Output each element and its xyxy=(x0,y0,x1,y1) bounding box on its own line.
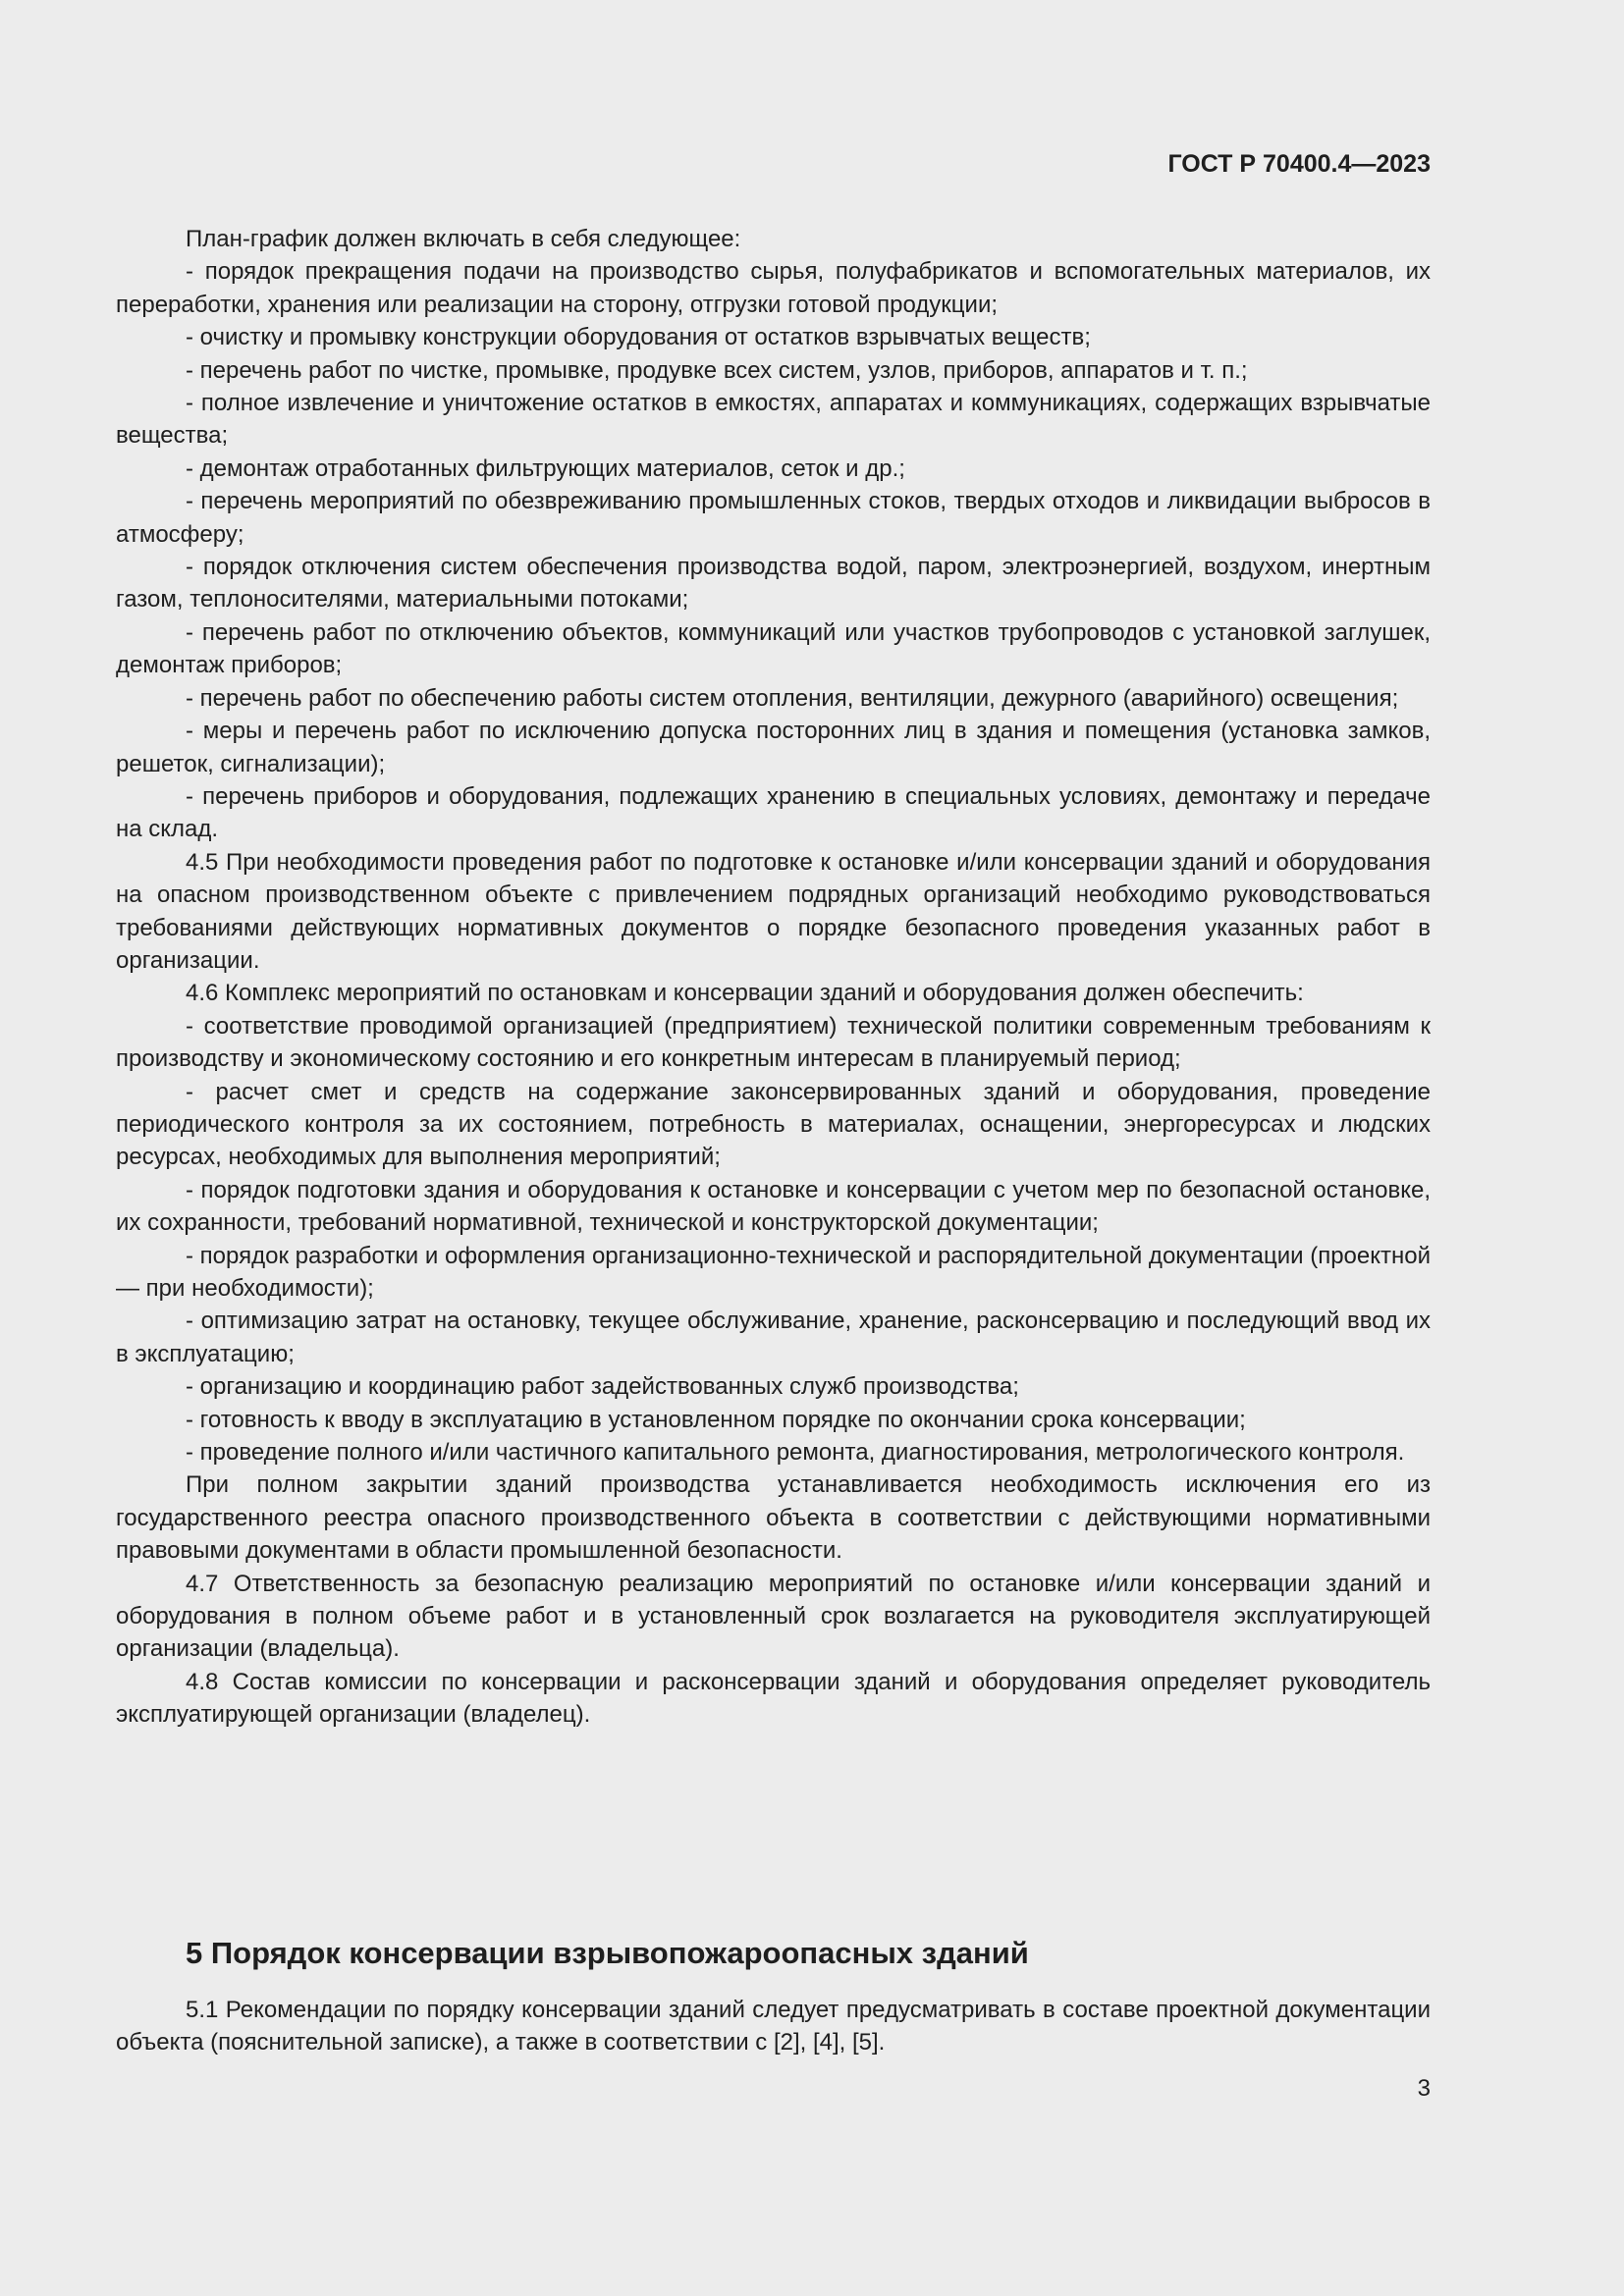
paragraph: При полном закрытии зданий производства устанавливается необходимость исключения его из государственного реестра опасного производственного объекта в соответствии с действующими нормативными правовыми документами в области промышленной безопасности. xyxy=(116,1471,1431,1565)
list-item: - перечень мероприятий по обезвреживанию промышленных стоков, твердых отходов и ликвидации выбросов в атмосферу; xyxy=(116,488,1431,548)
clause-4-7: 4.7 Ответственность за безопасную реализацию мероприятий по остановке и/или консервации зданий и оборудования в полном объеме работ и в установленный срок возлагается на руководителя эксплуатирующей организации (владельца). xyxy=(116,1570,1431,1663)
document-body xyxy=(116,223,1431,1732)
list-item: - порядок прекращения подачи на производство сырья, полуфабрикатов и вспомогательных материалов, их переработки, хранения или реализации на сторону, отгрузки готовой продукции; xyxy=(116,258,1431,318)
list-item: - перечень приборов и оборудования, подлежащих хранению в специальных условиях, демонтажу и передаче на склад. xyxy=(116,782,1431,843)
section-heading: 5 Порядок консервации взрывопожароопасных зданий xyxy=(186,1936,1029,1970)
list-item: - оптимизацию затрат на остановку, текущее обслуживание, хранение, расконсервацию и последующий ввод их в эксплуатацию; xyxy=(116,1308,1431,1367)
list-item: - демонтаж отработанных фильтрующих материалов, сеток и др.; xyxy=(186,454,905,482)
list-item: - очистку и промывку конструкции оборудования от остатков взрывчатых веществ; xyxy=(186,324,1091,351)
list-item: - соответствие проводимой организацией (предприятием) технической политики современным требованиям к производству и экономическому состоянию и его конкретным интересам в планируемый период; xyxy=(116,1012,1431,1073)
paragraph: План-график должен включать в себя следующее: xyxy=(186,226,741,252)
document-id-header: ГОСТ Р 70400.4—2023 xyxy=(1167,150,1431,178)
clause-4-8: 4.8 Состав комиссии по консервации и расконсервации зданий и оборудования определяет руководитель эксплуатирующей организации (владелец). xyxy=(116,1668,1431,1729)
list-item: - порядок разработки и оформления организационно-технической и распорядительной документации (проектной — при необходимости); xyxy=(116,1242,1431,1302)
list-item: - организацию и координацию работ задействованных служб производства; xyxy=(186,1373,1019,1401)
clause-4-6: 4.6 Комплекс мероприятий по остановкам и консервации зданий и оборудования должен обеспечить: xyxy=(186,980,1304,1007)
list-item: - расчет смет и средств на содержание законсервированных зданий и оборудования, проведение периодического контроля за их состоянием, потребность в материалах, оснащении, энергоресурсах и людских ресурсах, необходимых для выполнения мероприятий; xyxy=(116,1078,1431,1171)
list-item: - готовность к вводу в эксплуатацию в установленном порядке по окончании срока консервации; xyxy=(186,1406,1246,1433)
list-item: - порядок подготовки здания и оборудования к остановке и консервации с учетом мер по безопасной остановке, их сохранности, требований нормативной, технической и конструкторской документации; xyxy=(116,1176,1431,1237)
list-item: - меры и перечень работ по исключению допуска посторонних лиц в здания и помещения (установка замков, решеток, сигнализации); xyxy=(116,718,1431,777)
list-item: - перечень работ по отключению объектов, коммуникаций или участков трубопроводов с установкой заглушек, демонтаж приборов; xyxy=(116,618,1431,679)
list-item: - порядок отключения систем обеспечения производства водой, паром, электроэнергией, воздухом, инертным газом, теплоносителями, материальными потоками; xyxy=(116,554,1431,614)
list-item: - проведение полного и/или частичного капитального ремонта, диагностирования, метрологического контроля. xyxy=(186,1439,1405,1467)
page-number: 3 xyxy=(1417,2075,1431,2102)
clause-5-1: 5.1 Рекомендации по порядку консервации зданий следует предусматривать в составе проектной документации объекта (пояснительной записке), а также в соответствии с [2], [4], [5]. xyxy=(116,1997,1431,2056)
list-item: - перечень работ по чистке, промывке, продувке всех систем, узлов, приборов, аппаратов и т. п.; xyxy=(186,356,1248,384)
clause-4-5: 4.5 При необходимости проведения работ по подготовке к остановке и/или консервации зданий и оборудования на опасном производственном объекте с привлечением подрядных организаций необходимо руководствоваться требованиями действующих нормативных документов о порядке безопасного проведения указанных работ в организации. xyxy=(116,848,1431,974)
list-item: - перечень работ по обеспечению работы систем отопления, вентиляции, дежурного (аварийного) освещения; xyxy=(186,684,1399,712)
section-body xyxy=(116,1994,1431,2059)
list-item: - полное извлечение и уничтожение остатков в емкостях, аппаратах и коммуникациях, содержащих взрывчатые вещества; xyxy=(116,390,1431,450)
